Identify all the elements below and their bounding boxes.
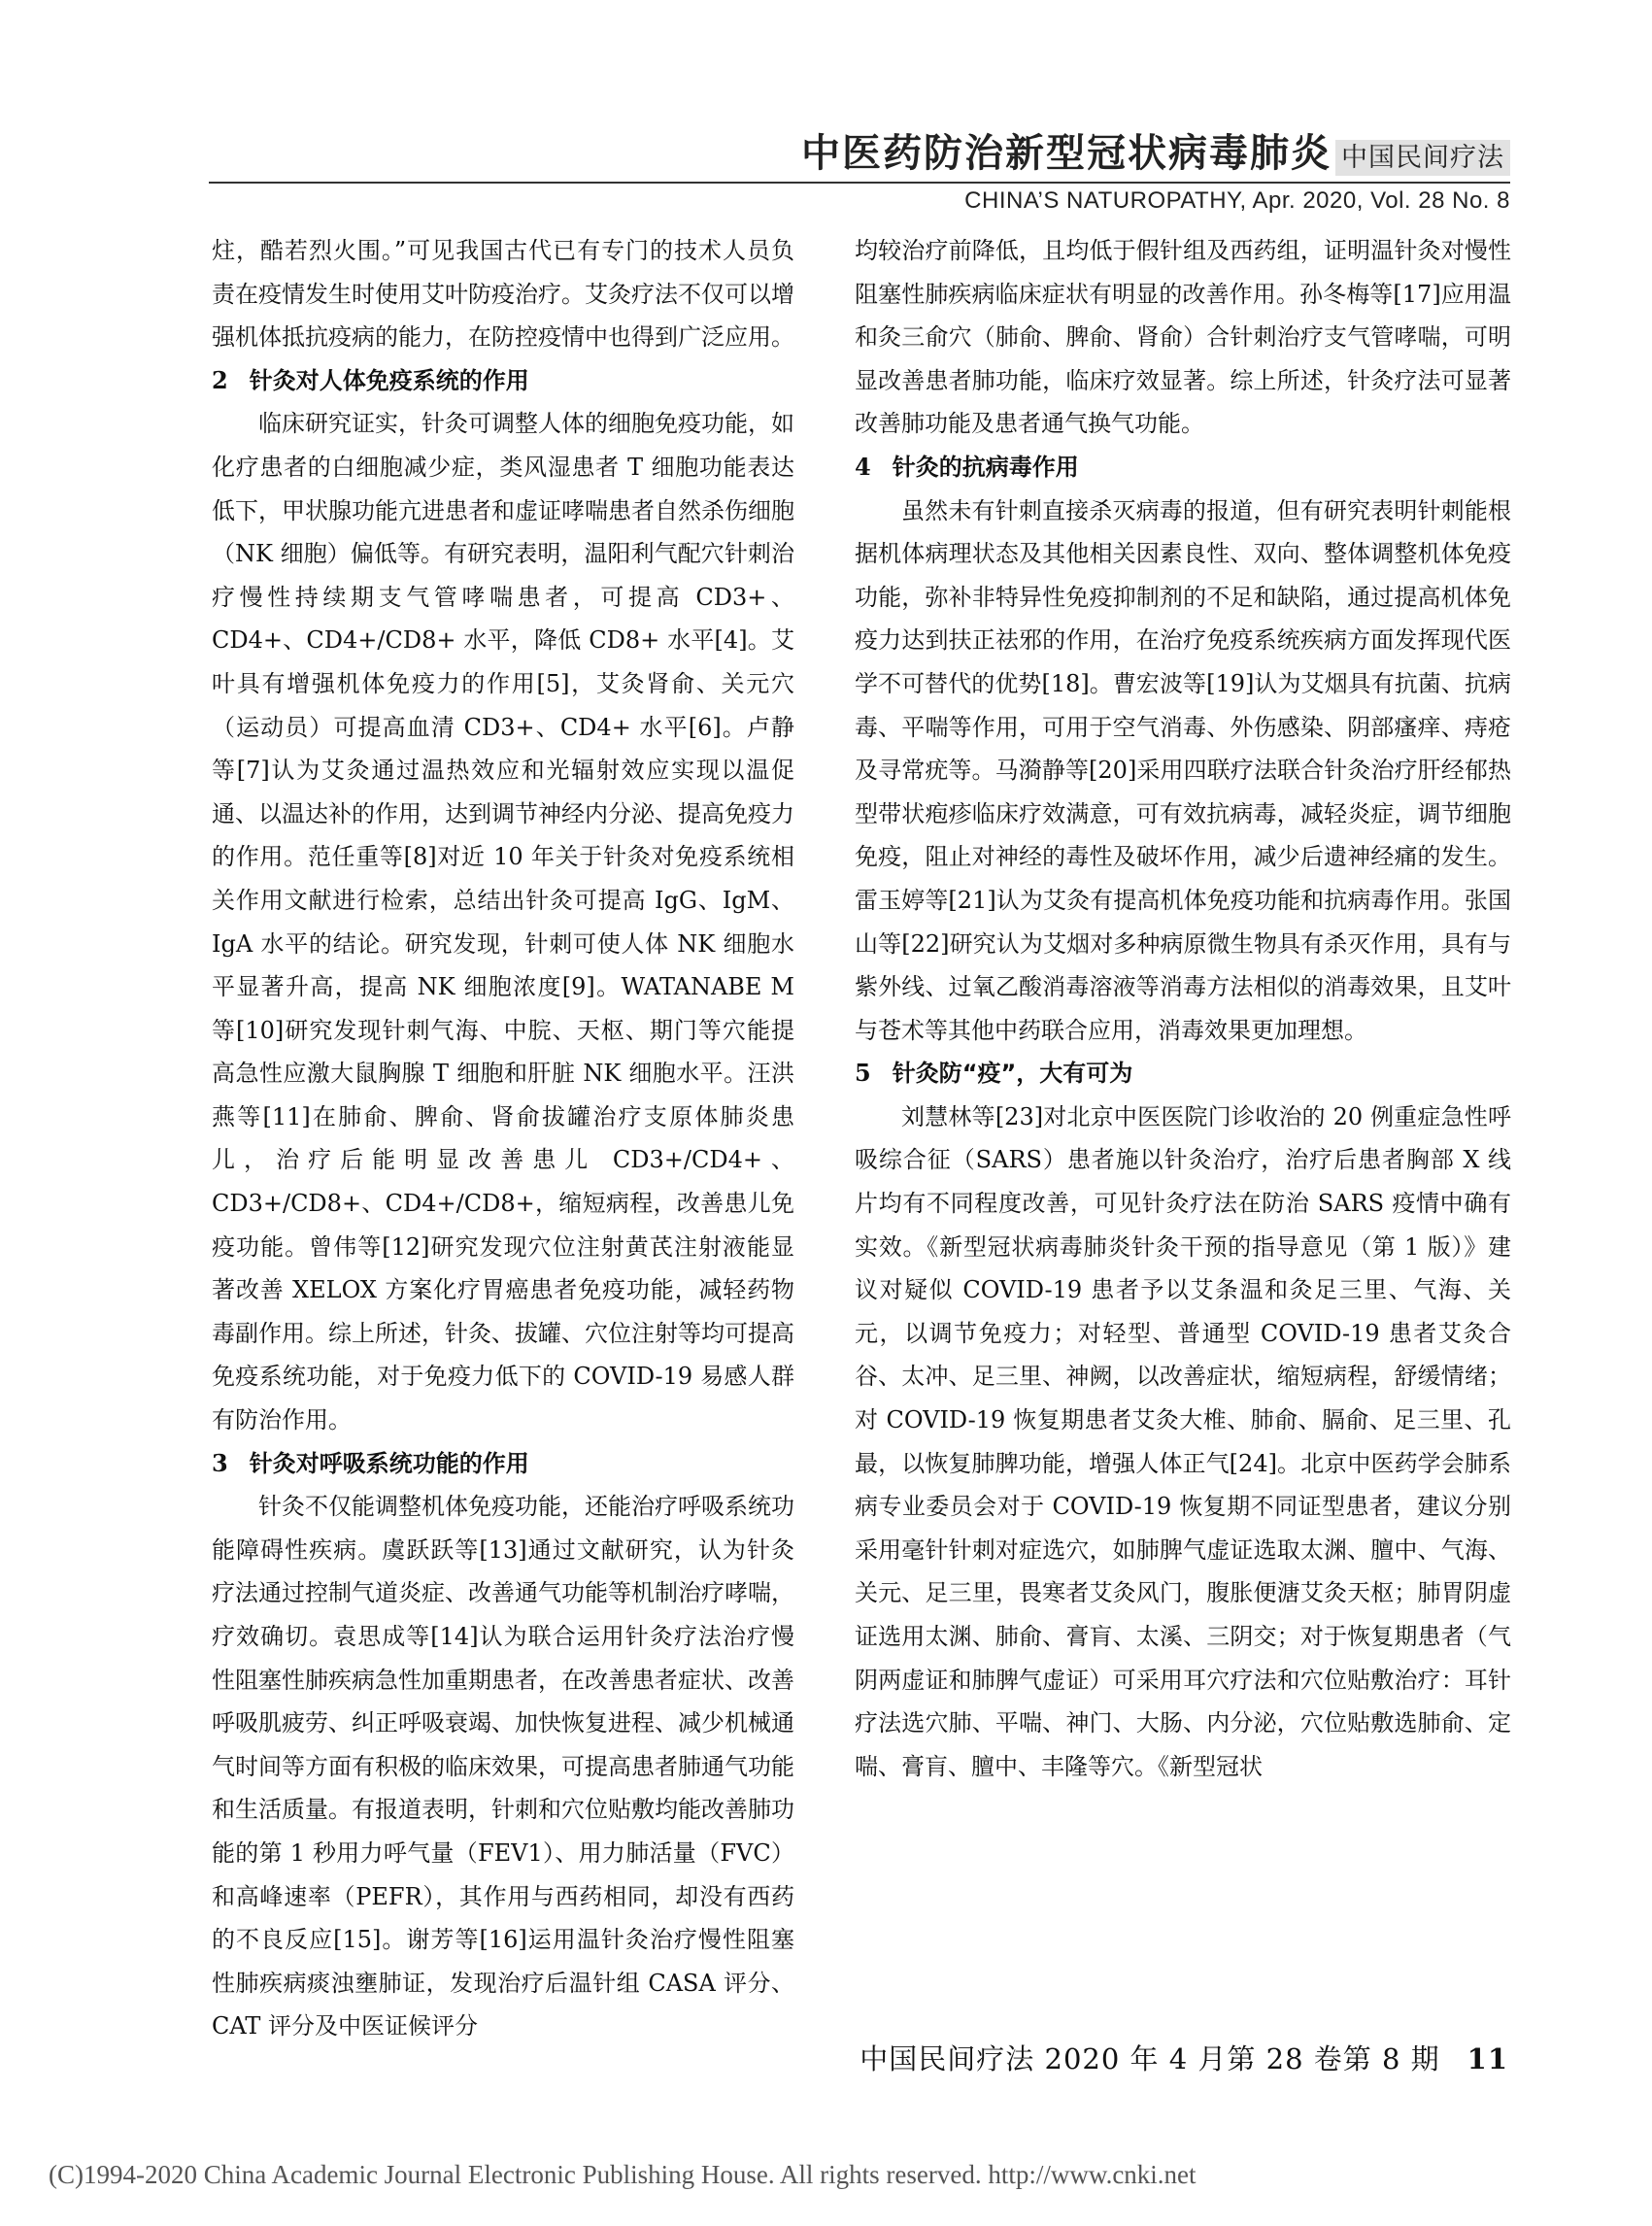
header-divider (209, 182, 1510, 184)
paragraph: 刘慧林等[23]对北京中医医院门诊收治的 20 例重症急性呼吸综合征（SARS）患者施以针灸治疗，治疗后患者胸部 X 线片均有不同程度改善，可见针灸疗法在防治 SARS 疫情中确有实效。《新型冠状病毒肺炎针灸干预的指导意见（第 1 版）》建议对疑似 COVID-19 患者予以艾条温和灸足三里、气海、关元，以调节免疫力；对轻型、普通型 COVID-19 患者艾灸合谷、太冲、足三里、神阙，以改善症状，缩短病程，舒缓情绪；对 COVID-19 恢复期患者艾灸大椎、肺俞、膈俞、足三里、孔最，以恢复肺脾功能，增强人体正气[24]。北京中医药学会肺系病专业委员会对于 COVID-19 恢复期不同证型患者，建议分别采用毫针针刺对症选穴，如肺脾气虚证选取太渊、膻中、气海、关元、足三里，畏寒者艾灸风门，腹胀便溏艾灸天枢；肺胃阴虚证选用太渊、肺俞、膏肓、太溪、三阴交；对于恢复期患者（气阴两虚证和肺脾气虚证）可采用耳穴疗法和穴位贴敷治疗：耳针疗法选穴肺、平喘、神门、大肠、内分泌，穴位贴敷选肺俞、定喘、膏肓、膻中、丰隆等穴。《新型冠状 (855, 1102, 1511, 1780)
paragraph: 临床研究证实，针灸可调整人体的细胞免疫功能，如化疗患者的白细胞减少症，类风湿患者 T 细胞功能表达低下，甲状腺功能亢进患者和虚证哮喘患者自然杀伤细胞（NK 细胞）偏低等。有研究表明，温阳利气配穴针刺治疗慢性持续期支气管哮喘患者，可提高 CD3+、CD4+、CD4+/CD8+ 水平，降低 CD8+ 水平[4]。艾叶具有增强机体免疫力的作用[5]，艾灸肾俞、关元穴（运动员）可提高血清 CD3+、CD4+ 水平[6]。卢静等[7]认为艾灸通过温热效应和光辐射效应实现以温促通、以温达补的作用，达到调节神经内分泌、提高免疫力的作用。范任重等[8]对近 10 年关于针灸对免疫系统相关作用文献进行检索，总结出针灸可提高 IgG、IgM、IgA 水平的结论。研究发现，针刺可使人体 NK 细胞水平显著升高，提高 NK 细胞浓度[9]。WATANABE M 等[10]研究发现针刺气海、中脘、天枢、期门等穴能提高急性应激大鼠胸腺 T 细胞和肝脏 NK 细胞水平。汪洪燕等[11]在肺俞、脾俞、肾俞拔罐治疗支原体肺炎患儿，治疗后能明显改善患儿 CD3+/CD4+、CD3+/CD8+、CD4+/CD8+，缩短病程，改善患儿免疫功能。曾伟等[12]研究发现穴位注射黄芪注射液能显著改善 XELOX 方案化疗胃癌患者免疫功能，减轻药物毒副作用。综上所述，针灸、拔罐、穴位注射等均可提高免疫系统功能，对于免疫力低下的 COVID-19 易感人群有防治作用。 (212, 410, 794, 1434)
journal-issue-line: CHINA’S NATUROPATHY, Apr. 2020, Vol. 28 No. 8 (964, 187, 1510, 214)
running-header-title (801, 122, 1510, 178)
section-number: 4 (855, 452, 871, 481)
paragraph: 针灸不仅能调整机体免疫功能，还能治疗呼吸系统功能障碍性疾病。虞跃跃等[13]通过文献研究，认为针灸疗法通过控制气道炎症、改善通气功能等机制治疗哮喘，疗效确切。袁思成等[14]认为联合运用针灸疗法治疗慢性阻塞性肺疾病急性加重期患者，在改善患者症状、改善呼吸肌疲劳、纠正呼吸衰竭、加快恢复进程、减少机械通气时间等方面有积极的临床效果，可提高患者肺通气功能和生活质量。有报道表明，针刺和穴位贴敷均能改善肺功能的第 1 秒用力呼气量（FEV1）、用力肺活量（FVC）和高峰速率（PEFR），其作用与西药相同，却没有西药的不良反应[15]。谢芳等[16]运用温针灸治疗慢性阻塞性肺疾病痰浊壅肺证，发现治疗后温针组 CASA 评分、CAT 评分及中医证候评分 (212, 1493, 794, 2040)
header-title-text: 中医药防治新型冠状病毒肺炎 (801, 131, 1332, 176)
journal-name-tag: 中国民间疗法 (1335, 140, 1510, 176)
footer-journal-issue: 中国民间疗法 2020 年 4 月第 28 卷第 8 期 (860, 2042, 1440, 2075)
section-number: 5 (855, 1059, 871, 1088)
page-footer (860, 2038, 1508, 2077)
page-number: 11 (1467, 2042, 1508, 2075)
left-column (212, 229, 794, 2048)
section-title: 针灸对呼吸系统功能的作用 (249, 1449, 529, 1477)
section-title: 针灸防“疫”，大有可为 (892, 1060, 1133, 1088)
section-number: 3 (212, 1448, 228, 1477)
section-title: 针灸的抗病毒作用 (892, 453, 1079, 481)
section-number: 2 (212, 365, 228, 394)
section-heading-5 (855, 1052, 1511, 1096)
section-heading-2 (212, 359, 794, 403)
section-heading-3 (212, 1442, 794, 1486)
copyright-notice: (C)1994-2020 China Academic Journal Electronic Publishing House. All rights reserved. http://www.cnki.net (49, 2160, 1197, 2189)
paragraph: 虽然未有针刺直接杀灭病毒的报道，但有研究表明针刺能根据机体病理状态及其他相关因素良性、双向、整体调整机体免疫功能，弥补非特异性免疫抑制剂的不足和缺陷，通过提高机体免疫力达到扶正祛邪的作用，在治疗免疫系统疾病方面发挥现代医学不可替代的优势[18]。曹宏波等[19]认为艾烟具有抗菌、抗病毒、平喘等作用，可用于空气消毒、外伤感染、阴部瘙痒、痔疮及寻常疣等。马漪静等[20]采用四联疗法联合针灸治疗肝经郁热型带状疱疹临床疗效满意，可有效抗病毒，减轻炎症，调节细胞免疫，阻止对神经的毒性及破坏作用，减少后遗神经痛的发生。雷玉婷等[21]认为艾灸有提高机体免疫功能和抗病毒作用。张国山等[22]研究认为艾烟对多种病原微生物具有杀灭作用，具有与紫外线、过氧乙酸消毒溶液等消毒方法相似的消毒效果，且艾叶与苍术等其他中药联合应用，消毒效果更加理想。 (855, 496, 1511, 1044)
section-title: 针灸对人体免疫系统的作用 (249, 366, 529, 394)
paragraph: 均较治疗前降低，且均低于假针组及西药组，证明温针灸对慢性阻塞性肺疾病临床症状有明显的改善作用。孙冬梅等[17]应用温和灸三俞穴（肺俞、脾俞、肾俞）合针刺治疗支气管哮喘，可明显改善患者肺功能，临床疗效显著。综上所述，针灸疗法可显著改善肺功能及患者通气换气功能。 (855, 237, 1511, 438)
paragraph: 炷，酷若烈火围。”可见我国古代已有专门的技术人员负责在疫情发生时使用艾叶防疫治疗。艾灸疗法不仅可以增强机体抵抗疫病的能力，在防控疫情中也得到广泛应用。 (212, 237, 794, 352)
section-heading-4 (855, 446, 1511, 489)
right-column (855, 229, 1511, 1788)
